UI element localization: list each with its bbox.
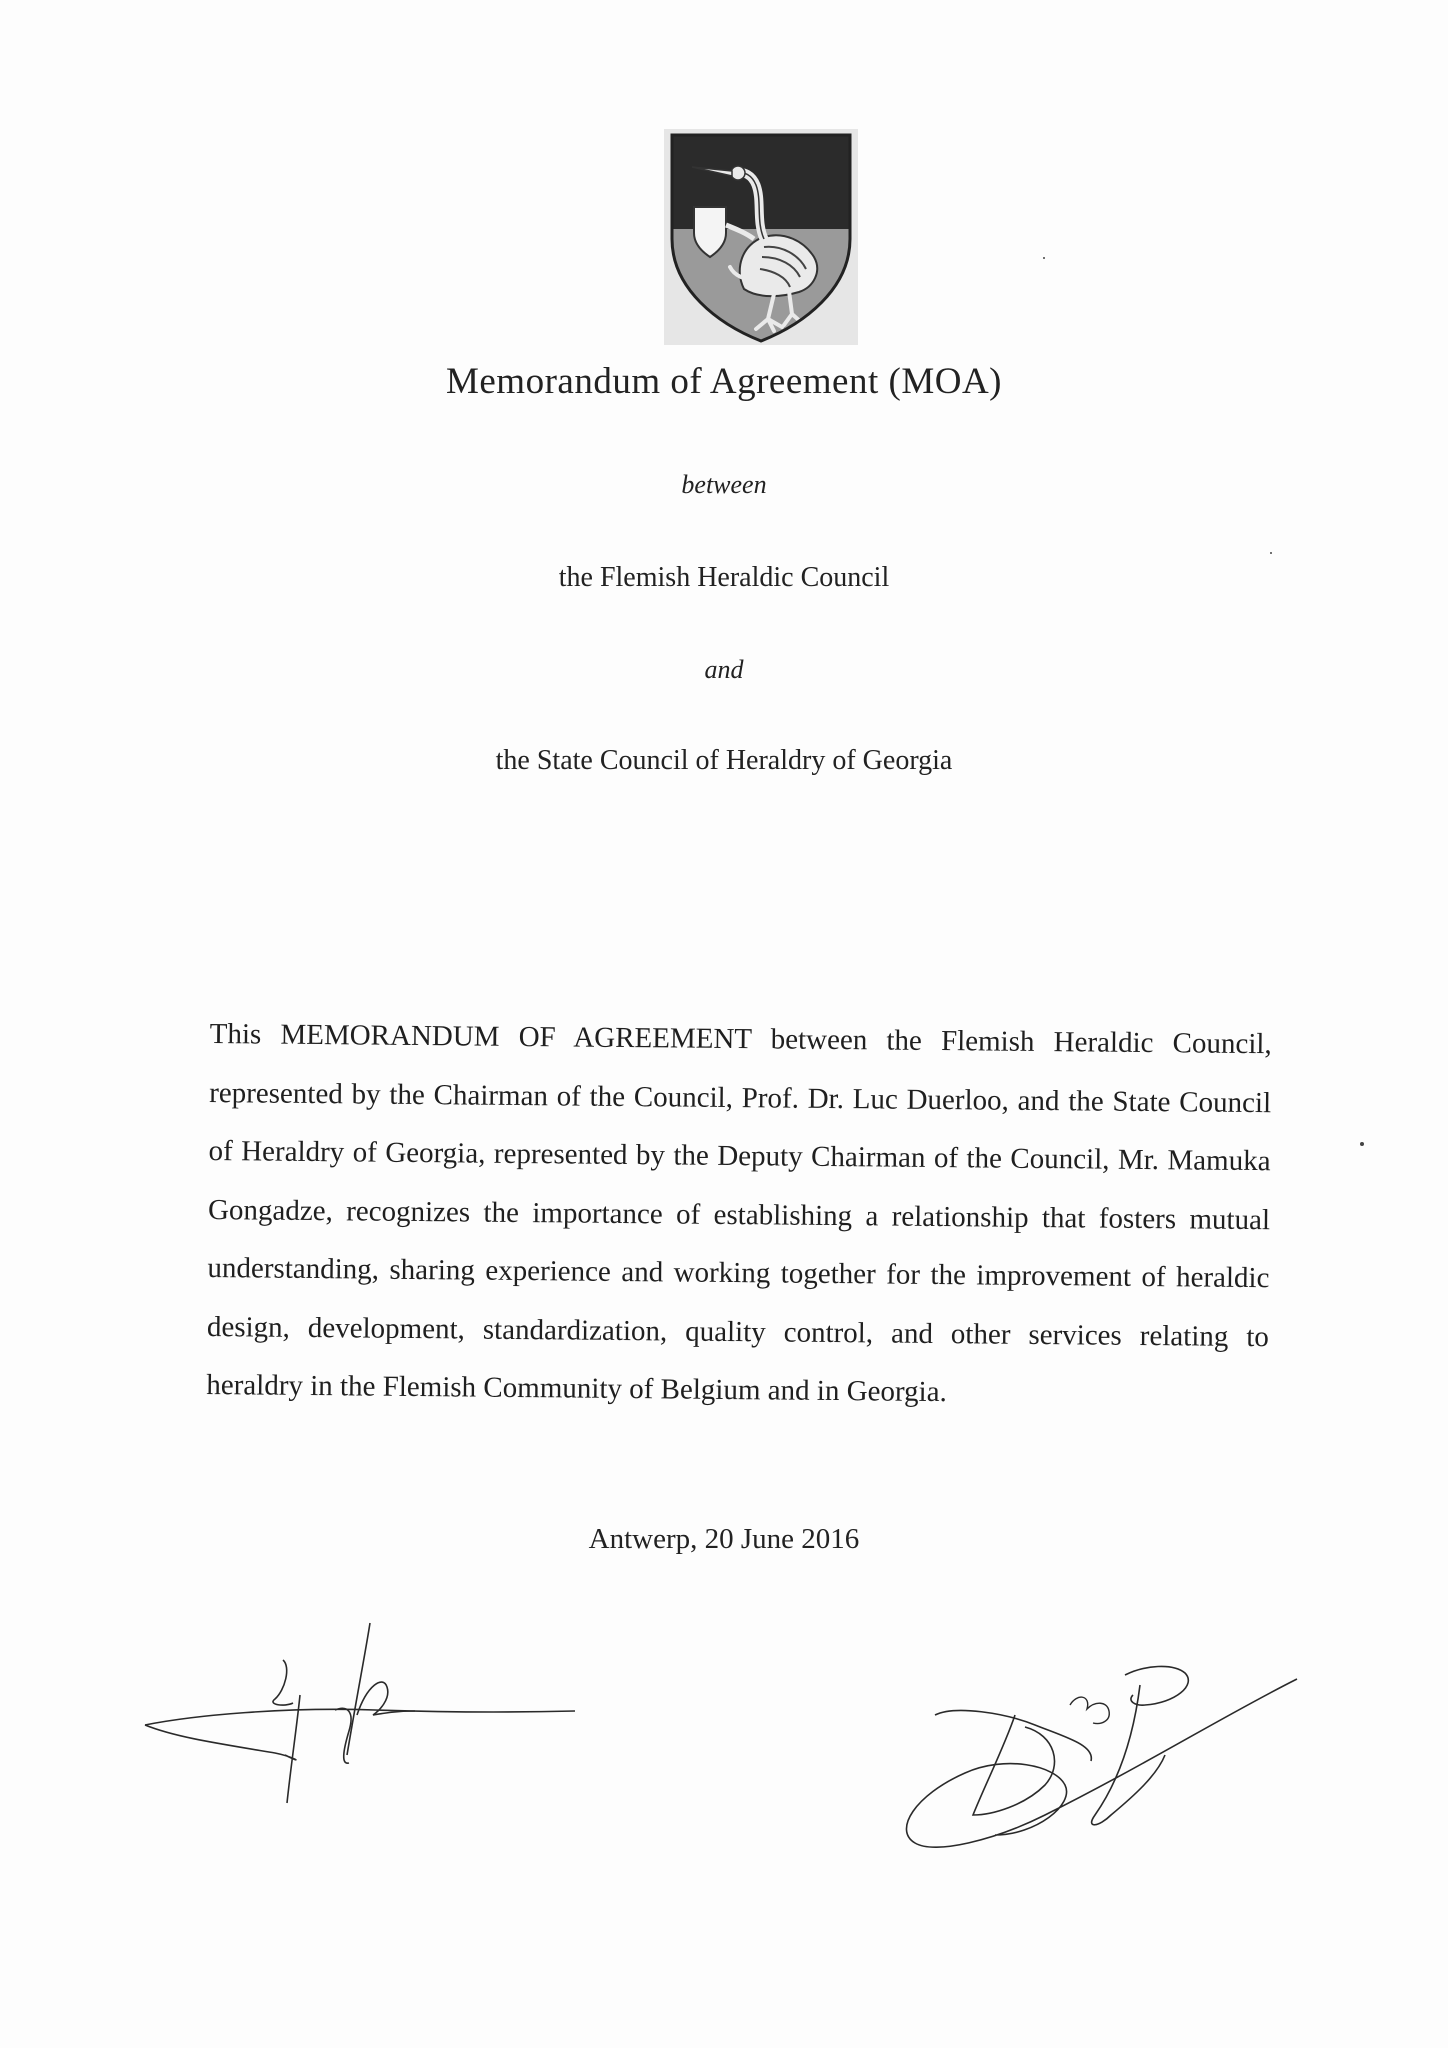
signature-georgian-representative-icon <box>135 1615 585 1815</box>
scan-speck <box>1043 257 1045 259</box>
scan-speck <box>1270 552 1272 554</box>
agreement-body: This MEMORANDUM OF AGREEMENT between the Flemish Heraldic Council, represented by the Chairman of the Council, Prof. Dr. Luc Duerloo, and the State Council of Heraldry of Georgia, represented by the Deputy Chairman of the Council, Mr. Mamuka Gongadze, recognizes the importance of establishing a relationship that fosters mutual understanding, sharing experience and working together for the improvement of heraldic design, development, standardization, quality control, and other services relating to heraldry in the Flemish Community of Belgium and in Georgia. <box>206 1017 1272 1409</box>
party-one: the Flemish Heraldic Council <box>558 562 890 593</box>
place-and-date: Antwerp, 20 June 2016 <box>588 1523 860 1555</box>
between-label: between <box>681 470 767 499</box>
and-label: and <box>704 655 744 684</box>
party-two: the State Council of Heraldry of Georgia <box>495 745 953 776</box>
heron-coat-of-arms-icon <box>664 129 858 345</box>
scan-speck <box>1360 1142 1364 1146</box>
document-title: Memorandum of Agreement (MOA) <box>445 361 1002 402</box>
signature-flemish-chairman-icon <box>895 1665 1315 1865</box>
